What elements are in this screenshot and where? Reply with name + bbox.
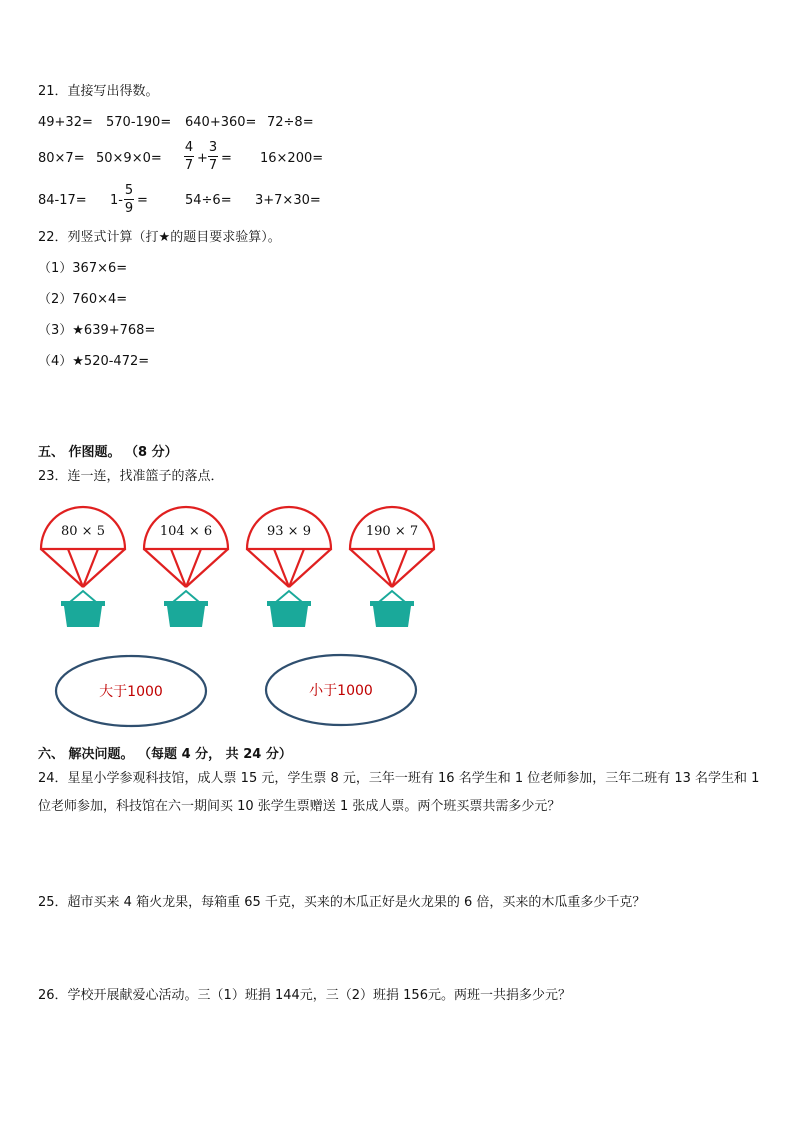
basket-handle bbox=[276, 591, 302, 602]
q22-item-1: （1）367×6= bbox=[38, 261, 128, 276]
parachute-expression: 93 × 9 bbox=[267, 524, 311, 539]
parachute-string bbox=[247, 549, 289, 587]
fraction-denominator: 9 bbox=[124, 201, 134, 216]
q21-r2-fraction-2 bbox=[208, 140, 218, 173]
basket-rim bbox=[370, 601, 414, 606]
basket-handle bbox=[70, 591, 96, 602]
fraction-bar bbox=[208, 156, 218, 157]
fraction-denominator: 7 bbox=[208, 158, 218, 173]
oval-label: 小于1000 bbox=[309, 683, 373, 699]
basket-icon bbox=[270, 606, 308, 627]
q22-item-4: （4）★520-472= bbox=[38, 354, 150, 369]
parachute-string bbox=[392, 549, 434, 587]
q22-title: 22．列竖式计算（打★的题目要求验算）。 bbox=[38, 230, 281, 245]
parachute-expression: 190 × 7 bbox=[365, 524, 419, 539]
basket-icon bbox=[167, 606, 205, 627]
oval-label: 大于1000 bbox=[99, 684, 163, 700]
parachute-string bbox=[83, 549, 125, 587]
basket-rim bbox=[164, 601, 208, 606]
parachute-string bbox=[289, 549, 331, 587]
basket-icon bbox=[64, 606, 102, 627]
q21-r2-fraction-1 bbox=[184, 140, 194, 173]
q21-r2-a: 80×7= bbox=[38, 151, 85, 166]
fraction-numerator: 4 bbox=[184, 140, 194, 155]
basket-handle bbox=[379, 591, 405, 602]
q22-item-2: （2）760×4= bbox=[38, 292, 128, 307]
q25-text: 25．超市买来 4 箱火龙果，每箱重 65 千克，买来的木瓜正好是火龙果的 6 倍，买来的木瓜重多少千克？ bbox=[38, 895, 646, 910]
q21-r1-c: 640+360= bbox=[185, 115, 257, 130]
fraction-numerator: 3 bbox=[208, 140, 218, 155]
basket-handle bbox=[173, 591, 199, 602]
parachute-diagram bbox=[0, 500, 460, 740]
basket-rim bbox=[267, 601, 311, 606]
q21-r3-b-prefix: 1- bbox=[110, 193, 123, 208]
q21-r3-d: 3+7×30= bbox=[255, 193, 321, 208]
q24-text: 24．星星小学参观科技馆，成人票 15 元，学生票 8 元，三年一班有 16 名学生和 1 位老师参加，三年二班有 13 名学生和 1 位老师参加，科技馆在六一期间买 10 张学生票赠送 1 张成人票。两个班买票共需多少元？ bbox=[38, 771, 760, 814]
q21-r1-b: 570-190= bbox=[106, 115, 172, 130]
fraction-numerator: 5 bbox=[124, 183, 134, 198]
basket-icon bbox=[373, 606, 411, 627]
parachute bbox=[350, 507, 434, 627]
parachute bbox=[41, 507, 125, 627]
fraction-bar bbox=[184, 156, 194, 157]
q21-r3-fraction bbox=[124, 183, 134, 216]
q21-title: 21．直接写出得数。 bbox=[38, 84, 159, 99]
q21-r2-plus: + bbox=[197, 151, 208, 166]
q22-item-3: （3）★639+768= bbox=[38, 323, 156, 338]
q23-title: 23．连一连，找准篮子的落点． bbox=[38, 469, 224, 484]
answer-oval bbox=[56, 656, 206, 726]
q21-r1-d: 72÷8= bbox=[267, 115, 314, 130]
section-6-title: 六、 解决问题。 （每题 4 分， 共 24 分） bbox=[38, 747, 292, 762]
parachute-string bbox=[350, 549, 392, 587]
parachute bbox=[144, 507, 228, 627]
answer-oval bbox=[266, 655, 416, 725]
q21-r3-c: 54÷6= bbox=[185, 193, 232, 208]
section-5-title: 五、 作图题。 （8 分） bbox=[38, 445, 178, 460]
q21-r2-d: 16×200= bbox=[260, 151, 324, 166]
parachute-expression: 104 × 6 bbox=[159, 524, 213, 539]
q21-r2-b: 50×9×0= bbox=[96, 151, 162, 166]
q21-r1-a: 49+32= bbox=[38, 115, 93, 130]
q21-r2-equals: = bbox=[221, 151, 232, 166]
parachute-string bbox=[41, 549, 83, 587]
q26-text: 26．学校开展献爱心活动。三（1）班捐 144元，三（2）班捐 156元。两班一共捐多少元？ bbox=[38, 988, 571, 1003]
parachute bbox=[247, 507, 331, 627]
fraction-bar bbox=[124, 199, 134, 200]
fraction-denominator: 7 bbox=[184, 158, 194, 173]
q21-r3-b-equals: = bbox=[137, 193, 148, 208]
parachute-string bbox=[186, 549, 228, 587]
basket-rim bbox=[61, 601, 105, 606]
q21-r3-a: 84-17= bbox=[38, 193, 87, 208]
parachute-string bbox=[144, 549, 186, 587]
parachute-expression: 80 × 5 bbox=[61, 524, 105, 539]
